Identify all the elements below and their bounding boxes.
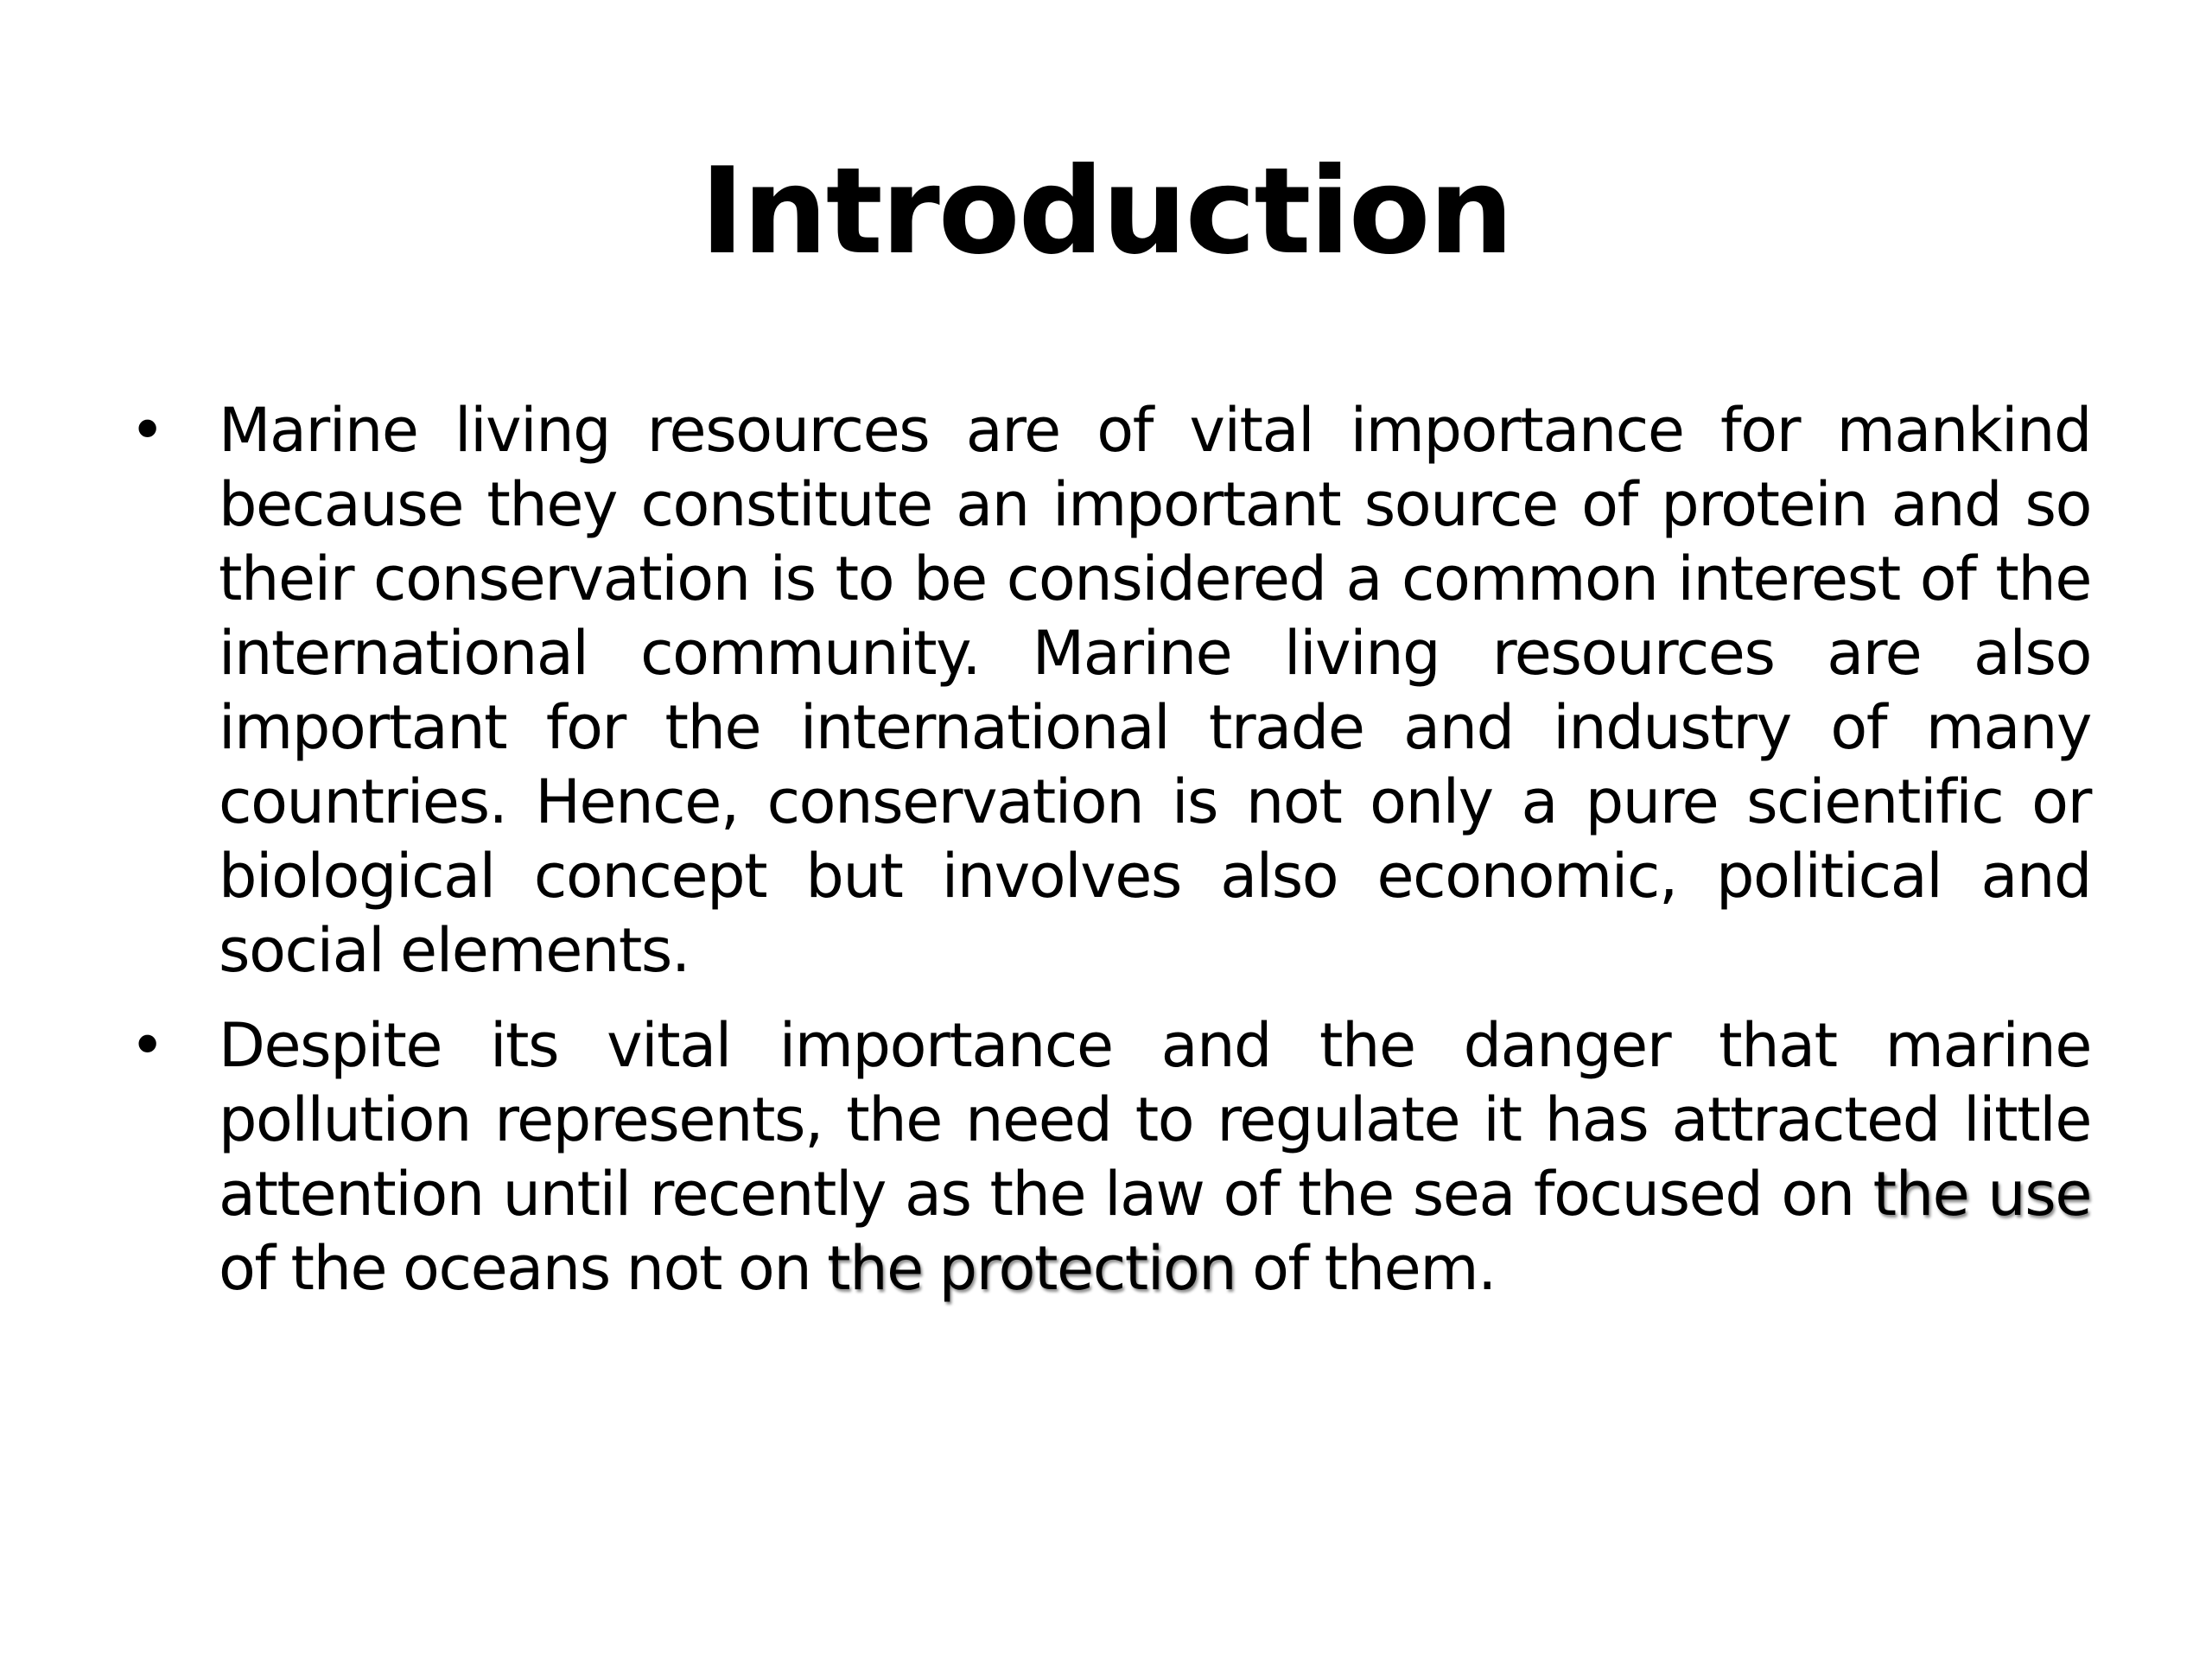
bullet-text bbox=[219, 1010, 2091, 1304]
emphasis-text: the use bbox=[1872, 1159, 2091, 1230]
emphasis-text: the protection bbox=[827, 1233, 1236, 1304]
bullet-item-2 bbox=[130, 1008, 2091, 1306]
bullet-icon: • bbox=[130, 1010, 164, 1081]
bullet-item-1 bbox=[130, 393, 2091, 988]
bullet-text-part: of the oceans not on bbox=[219, 1233, 828, 1304]
bullet-text-part: of them. bbox=[1236, 1233, 1496, 1304]
bullet-list bbox=[130, 393, 2091, 1326]
bullet-text: Marine living resources are of vital importance for mankind because they constitute an important source of protein and so their conservation is to be considered a common interest of the international community. Marine living resources are also important for the international trade and industry of many countries. Hence, conservation is not only a pure scientific or biological concept but involves also economic, political and social elements. bbox=[219, 395, 2091, 986]
slide-title: Introduction bbox=[700, 142, 1512, 281]
bullet-icon: • bbox=[130, 395, 164, 466]
bullet-text-part: Despite its vital importance and the danger that marine pollution represents, the need to regulate it has attracted little attention until recently as the law of the sea focused on bbox=[219, 1010, 2091, 1230]
